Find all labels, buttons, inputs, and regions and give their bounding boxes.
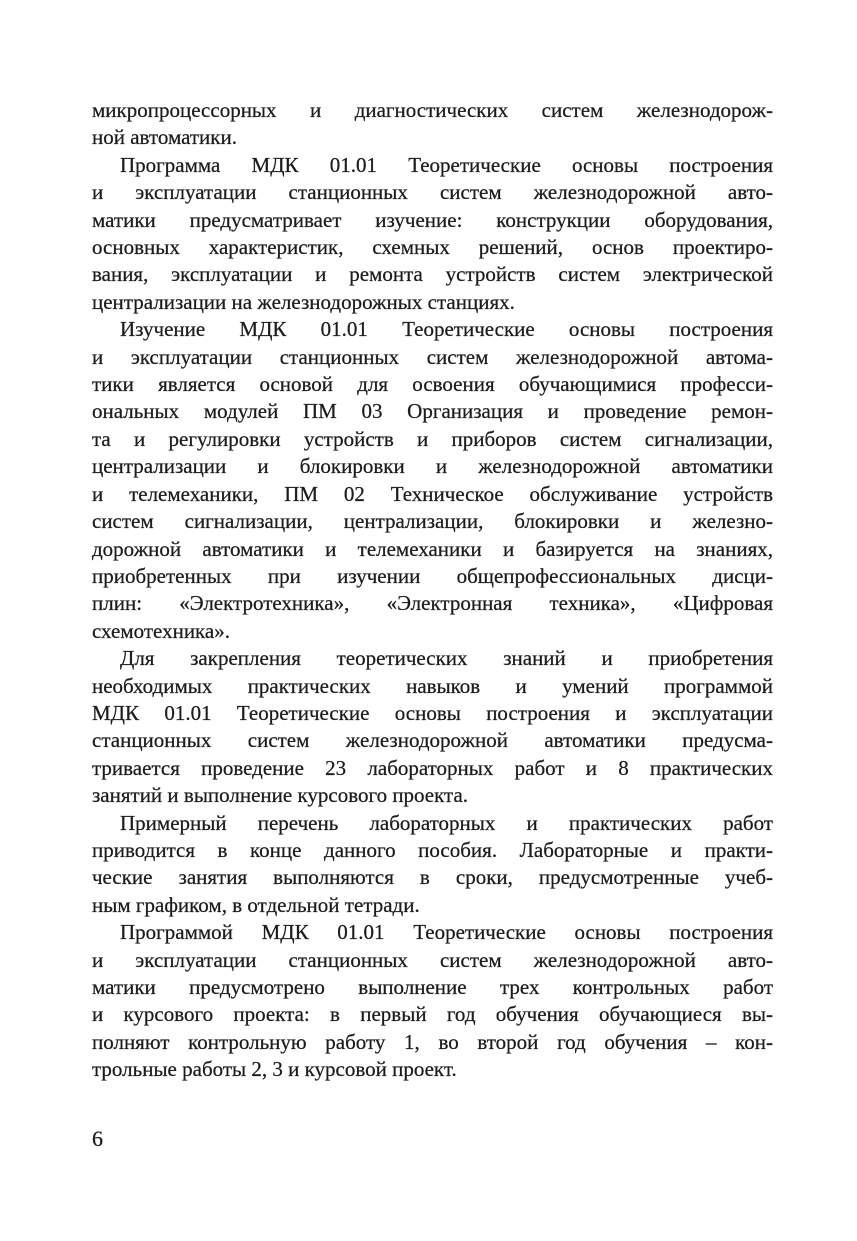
paragraph: [92, 97, 773, 152]
text-block: [92, 97, 773, 1084]
text-line: занятий и выполнение курсового проекта.: [92, 783, 469, 808]
text-line: трольные работы 2, 3 и курсовой проект.: [92, 1057, 457, 1082]
text-line: и эксплуатации станционных систем железнодорожной автома-: [92, 344, 773, 369]
text-line: плин: «Электротехника», «Электронная техника», «Цифровая: [92, 591, 773, 616]
text-line: необходимых практических навыков и умений программой: [92, 673, 773, 698]
text-line: микропроцессорных и диагностических систем железнодорож-: [92, 98, 773, 122]
paragraph: [92, 810, 773, 920]
text-line: и эксплуатации станционных систем железнодорожной авто-: [92, 947, 773, 972]
text-line: Для закрепления теоретических знаний и приобретения: [120, 646, 773, 671]
page-number: 6: [92, 1126, 103, 1151]
paragraph: [92, 919, 773, 1083]
paragraph: [92, 645, 773, 809]
text-line: Изучение МДК 01.01 Теоретические основы построения: [120, 317, 773, 342]
text-line: и курсового проекта: в первый год обучения обучающиеся вы-: [92, 1002, 773, 1027]
text-line: основных характеристик, схемных решений, основ проектиро-: [92, 235, 773, 260]
text-line: схемотехника».: [92, 618, 231, 643]
text-line: тривается проведение 23 лабораторных работ и 8 практических: [92, 755, 773, 780]
text-line: полняют контрольную работу 1, во второй год обучения – кон-: [92, 1029, 773, 1054]
text-line: ным графиком, в отдельной тетради.: [92, 892, 420, 917]
text-line: дорожной автоматики и телемеханики и базируется на знаниях,: [92, 536, 773, 561]
text-line: и телемеханики, ПМ 02 Техническое обслуживание устройств: [92, 481, 773, 506]
text-line: ональных модулей ПМ 03 Организация и проведение ремон-: [92, 399, 773, 424]
text-line: приводится в конце данного пособия. Лабораторные и практи-: [92, 837, 773, 862]
text-line: матики предусматривает изучение: конструкции оборудования,: [92, 207, 773, 232]
text-line: Программой МДК 01.01 Теоретические основы построения: [120, 920, 773, 945]
text-line: и эксплуатации станционных систем железнодорожной авто-: [92, 180, 773, 205]
text-line: централизации на железнодорожных станциях.: [92, 289, 515, 314]
text-line: централизации и блокировки и железнодорожной автоматики: [92, 454, 773, 479]
text-line: МДК 01.01 Теоретические основы построения и эксплуатации: [92, 700, 773, 725]
text-line: Примерный перечень лабораторных и практических работ: [120, 810, 773, 835]
text-line: вания, эксплуатации и ремонта устройств систем электрической: [92, 262, 773, 287]
paragraph: [92, 316, 773, 645]
text-line: станционных систем железнодорожной автоматики предусма-: [92, 728, 773, 753]
text-line: матики предусмотрено выполнение трех контрольных работ: [92, 975, 773, 999]
text-line: ческие занятия выполняются в сроки, предусмотренные учеб-: [92, 865, 773, 890]
text-line: тики является основой для освоения обучающимися професси-: [92, 372, 773, 397]
text-line: та и регулировки устройств и приборов систем сигнализации,: [92, 426, 773, 451]
text-line: систем сигнализации, централизации, блокировки и железно-: [92, 509, 773, 534]
text-line: Программа МДК 01.01 Теоретические основы построения: [120, 152, 773, 177]
text-line: ной автоматики.: [92, 125, 237, 150]
paragraph: [92, 152, 773, 316]
text-line: приобретенных при изучении общепрофессиональных дисци-: [92, 563, 773, 588]
